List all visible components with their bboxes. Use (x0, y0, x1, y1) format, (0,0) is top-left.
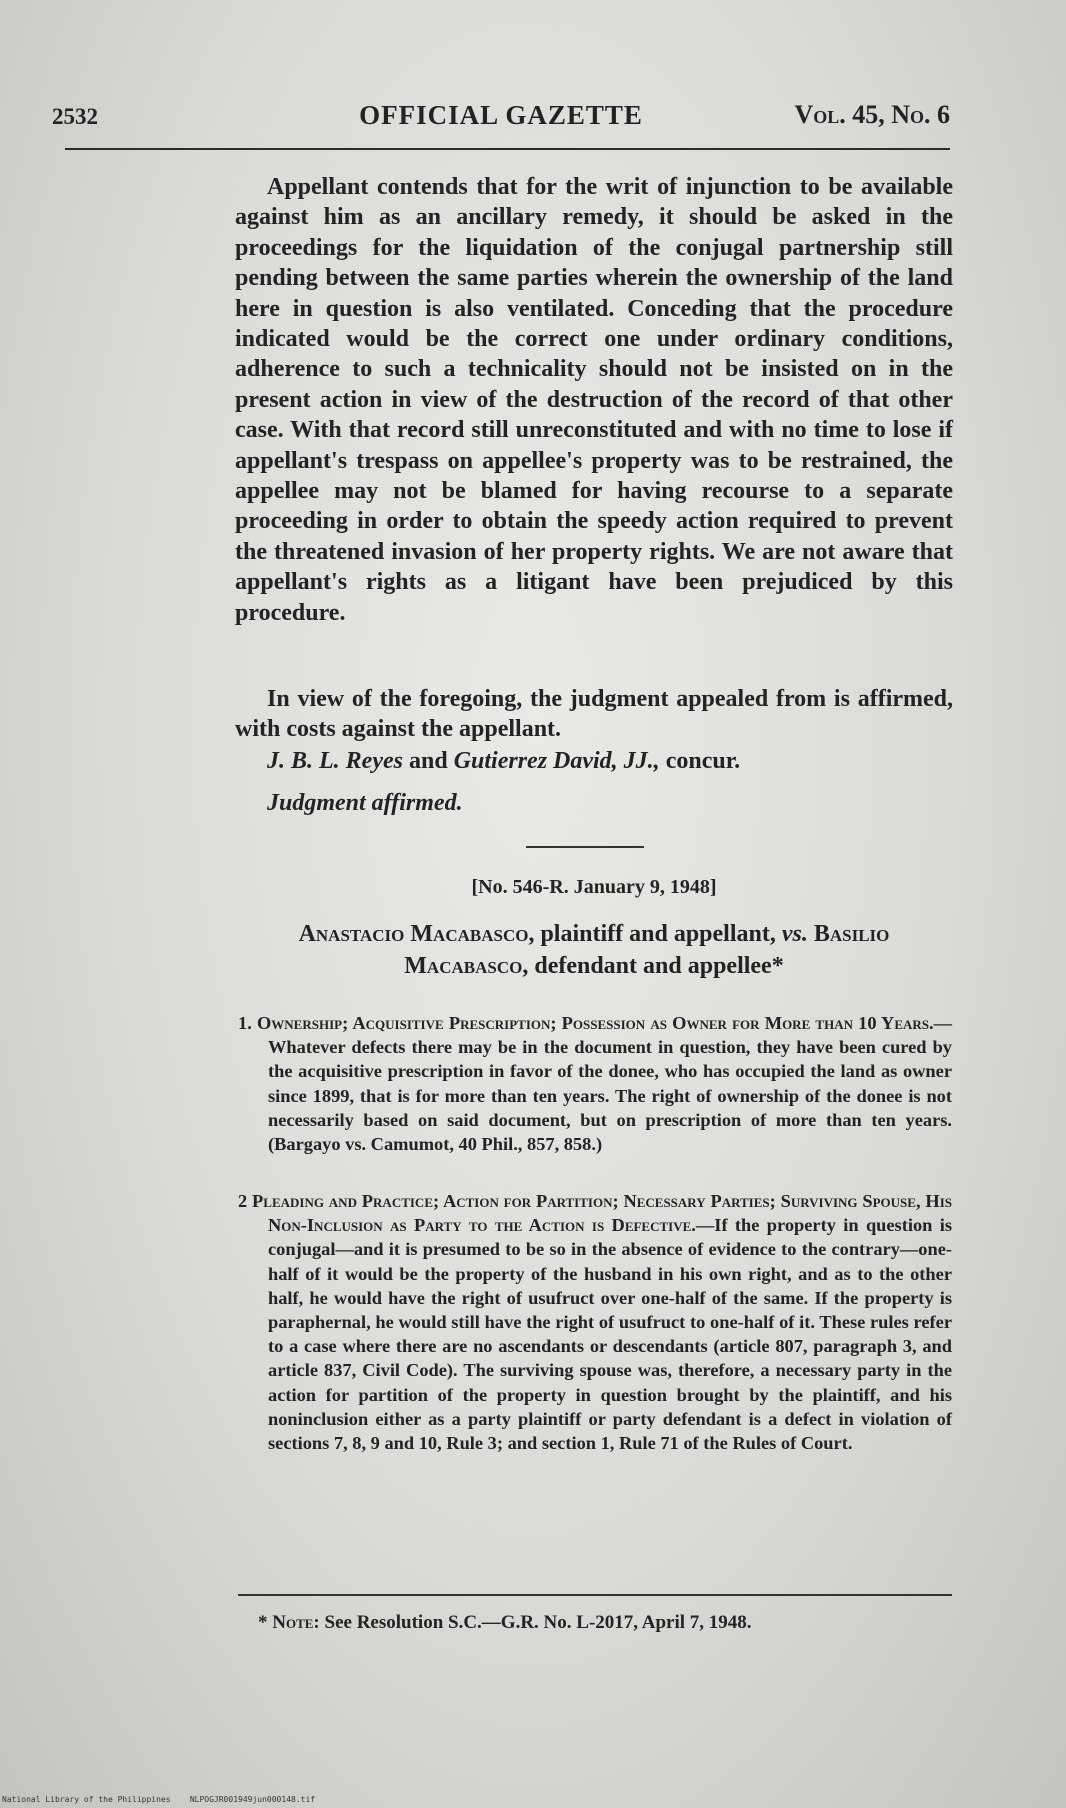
volume-number: Vol. 45, No. 6 (794, 100, 950, 129)
judgment-line (235, 788, 953, 818)
footnote-label: * Note: (258, 1612, 320, 1633)
syllabus-heading: Pleading and Practice; Action for Partition; Necessary Parties; Surviving Spouse, His Non-Inclusion as Party to the Action is Defective. (252, 1191, 952, 1236)
versus-text: vs. (781, 921, 808, 947)
syllabus-number: 2 (238, 1191, 253, 1211)
case-number: [No. 546-R. January 9, 1948] (471, 876, 717, 898)
case-parties (235, 918, 953, 982)
footnote-rule (238, 1594, 952, 1596)
journal-title: OFFICIAL GAZETTE (359, 100, 643, 130)
defendant-role: defendant and appellee* (528, 953, 784, 979)
syllabus-item-2 (238, 1189, 952, 1455)
syllabus-number: 1. (238, 1013, 257, 1033)
syllabus-item-1 (238, 1011, 952, 1156)
scan-footer (2, 1795, 315, 1804)
justice-name: Gutierrez David, JJ., (453, 748, 660, 774)
footer-source: National Library of the Philippines (2, 1795, 171, 1804)
section-divider (526, 846, 644, 848)
page-header (52, 96, 950, 136)
defendant-name: Basilio Macabasco, (404, 921, 890, 979)
opinion-paragraph-2 (235, 684, 953, 745)
plaintiff-role: plaintiff and appellant, (534, 921, 782, 947)
page-number: 2532 (52, 104, 98, 129)
concurrence-line (235, 746, 953, 776)
footnote (258, 1612, 958, 1634)
footer-file-id: NLPOGJR001949jun000148.tif (189, 1795, 316, 1804)
syllabus-text: —Whatever defects there may be in the document in question, they have been cured by the acquisitive prescription in favor of the donee, who has occupied the land as owner since 1899, that is for more than ten years. The right of ownership of the donee is not necessarily based on said document, but on prescription of more than ten years. (Bargayo vs. Camumot, 40 Phil., 857, 858.) (268, 1013, 952, 1155)
opinion-paragraph-1 (235, 172, 953, 628)
header-rule (65, 148, 950, 150)
syllabus-text: —If the property in question is conjugal—and it is presumed to be so in the absence of evidence to the contrary—one-half of it would be the property of the husband in his own right, and as to the other half, he would have the right of usufruct over one-half of the same. If the property is paraphernal, he would still have the right of usufruct to one-half of it. These rules refer to a case where there are no ascendants or descendants (article 807, paragraph 3, and article 837, Civil Code). The surviving spouse was, therefore, a necessary party in the action for partition of the property in question brought by the plaintiff, and his noninclusion either as a party plaintiff or party defendant is a defect in violation of sections 7, 8, 9 and 10, Rule 3; and section 1, Rule 71 of the Rules of Court. (268, 1215, 952, 1454)
concur-text: concur. (659, 748, 741, 774)
paragraph-text: Appellant contends that for the writ of injunction to be available against him as an ancillary remedy, it should be asked in the proceedings for the liquidation of the conjugal partnership still pending between the same parties wherein the ownership of the land here in question is also ventilated. Conceding that the procedure indicated would be the correct one under ordinary conditions, adherence to such a technicality should not be insisted on in the present action in view of the destruction of the record of that other case. With that record still unreconstituted and with no time to lose if appellant's trespass on appellee's property was to be restrained, the appellee may not be blamed for having recourse to a separate proceeding in order to obtain the speedy action required to prevent the threatened invasion of her property rights. We are not aware that appellant's rights as a litigant have been prejudiced by this procedure. (235, 174, 953, 626)
syllabus-heading: Ownership; Acquisitive Prescription; Possession as Owner for More than 10 Years. (256, 1013, 934, 1033)
judgment-text: Judgment affirmed. (267, 790, 463, 816)
paragraph-text: In view of the foregoing, the judgment appealed from is affirmed, with costs against the appellant. (235, 686, 953, 743)
footnote-text: See Resolution S.C.—G.R. No. L-2017, April 7, 1948. (319, 1612, 752, 1633)
plaintiff-name: Anastacio Macabasco, (298, 921, 535, 947)
and-text: and (402, 748, 454, 774)
justice-name: J. B. L. Reyes (267, 748, 403, 774)
